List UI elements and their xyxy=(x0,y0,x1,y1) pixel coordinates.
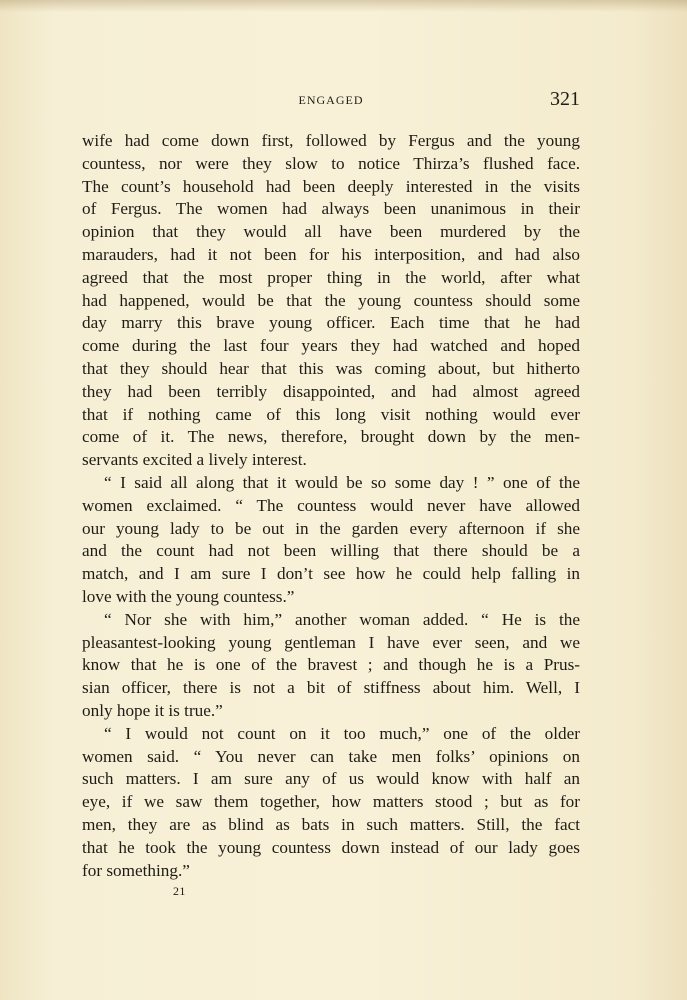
text-line: wife had come down first, followed by Fergus and the young xyxy=(82,131,580,150)
text-line: eye, if we saw them together, how matters stood ; but as for xyxy=(82,792,580,812)
text-line: they had been terribly disappointed, and had almost agreed xyxy=(82,381,580,401)
page-number: 321 xyxy=(550,88,580,110)
text-line: women exclaimed. “ The countess would never have allowed xyxy=(82,495,580,515)
text-line: such matters. I am sure any of us would know with half an xyxy=(82,769,580,789)
text-line: men, they are as blind as bats in such matters. Still, the fact xyxy=(82,814,580,834)
text-line: servants excited a lively interest. xyxy=(82,450,307,470)
text-line: match, and I am sure I don’t see how he could help falling in xyxy=(82,564,580,584)
text-line: come during the last four years they had watched and hoped xyxy=(82,336,580,356)
page-top-shadow xyxy=(0,0,687,12)
text-line: pleasantest-looking young gentleman I have ever seen, and we xyxy=(82,632,580,652)
body-text xyxy=(82,130,580,882)
text-line: of Fergus. The women had always been unanimous in their xyxy=(82,199,580,219)
text-line: The count’s household had been deeply interested in the visits xyxy=(82,176,580,196)
text-line: countess, nor were they slow to notice Thirza’s flushed face. xyxy=(82,153,580,173)
text-line: women said. “ You never can take men folks’ opinions on xyxy=(82,746,580,766)
text-line: that he took the young countess down instead of our lady goes xyxy=(82,837,580,857)
text-line: day marry this brave young officer. Each time that he had xyxy=(82,313,580,333)
text-line: for something.” xyxy=(82,860,190,880)
text-line: agreed that the most proper thing in the world, after what xyxy=(82,267,580,287)
text-line: opinion that they would all have been murdered by the xyxy=(82,222,580,242)
text-line: and the count had not been willing that there should be a xyxy=(82,541,580,561)
text-line: love with the young countess.” xyxy=(82,586,295,606)
page-header xyxy=(82,90,580,114)
text-line: that they should hear that this was coming about, but hitherto xyxy=(82,358,580,378)
text-line: that if nothing came of this long visit nothing would ever xyxy=(82,404,580,424)
running-head: ENGAGED xyxy=(298,93,364,107)
text-line: “ I said all along that it would be so some day ! ” one of the xyxy=(104,472,580,492)
text-line: our young lady to be out in the garden every afternoon if she xyxy=(82,518,580,538)
text-line: marauders, had it not been for his interposition, and had also xyxy=(82,244,580,264)
text-line: “ I would not count on it too much,” one of the older xyxy=(104,723,580,743)
signature-mark: 21 xyxy=(173,884,186,898)
text-line: know that he is one of the bravest ; and though he is a Prus- xyxy=(82,655,580,675)
text-line: sian officer, there is not a bit of stiffness about him. Well, I xyxy=(82,678,580,698)
text-line: come of it. The news, therefore, brought down by the men- xyxy=(82,427,580,447)
text-line: only hope it is true.” xyxy=(82,700,223,720)
text-line: had happened, would be that the young countess should some xyxy=(82,290,580,310)
text-line: “ Nor she with him,” another woman added. “ He is the xyxy=(104,609,580,629)
